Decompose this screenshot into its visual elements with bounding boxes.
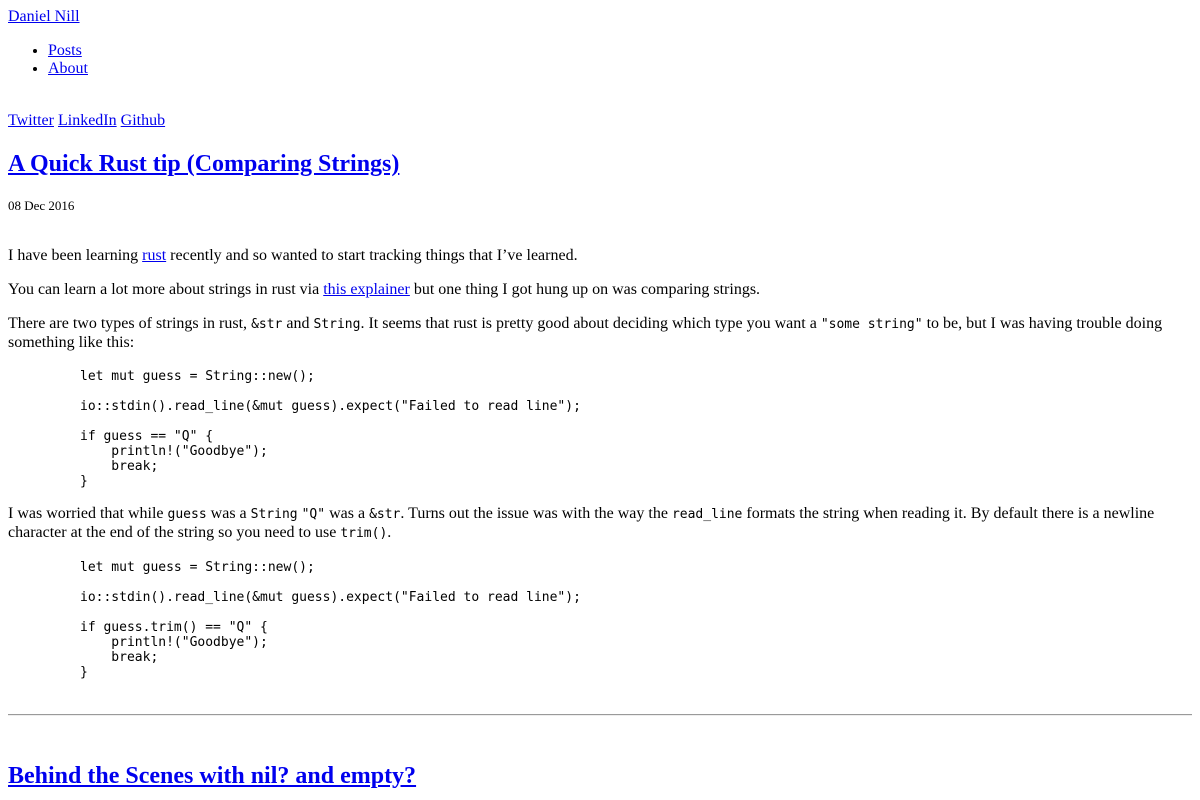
text: There are two types of strings in rust, [8, 315, 252, 332]
post-date: 08 Dec 2016 [8, 198, 75, 213]
text: was a [206, 505, 251, 522]
inline-code: &str [251, 317, 283, 332]
text: . [387, 524, 392, 541]
text: but one thing I got hung up on was comparing strings. [409, 281, 761, 298]
nav-item-about [48, 60, 1192, 78]
inline-code: &str [369, 507, 401, 522]
text: was a [325, 505, 370, 522]
post-title-link[interactable]: A Quick Rust tip (Comparing Strings) [8, 151, 400, 177]
text: and [282, 315, 314, 332]
text: formats the string when reading it. By default there is a newline character at the end of the string so you need to use [8, 505, 1155, 541]
text: You can learn a lot more about strings in rust via [8, 281, 324, 298]
text: . Turns out the issue was with the way the [400, 505, 672, 522]
site-title-link[interactable]: Daniel Nill [8, 8, 80, 25]
main-nav [8, 42, 1192, 78]
explainer-link[interactable]: this explainer [323, 281, 410, 298]
inline-code: read_line [671, 507, 743, 522]
post-paragraph-2 [8, 281, 1192, 299]
post-paragraph-4 [8, 505, 1192, 543]
text: recently and so wanted to start tracking things that I’ve learned. [166, 247, 578, 264]
twitter-link[interactable]: Twitter [8, 112, 54, 129]
inline-code: "Q" [301, 507, 326, 522]
post-paragraph-3 [8, 315, 1192, 352]
nav-link-posts[interactable]: Posts [48, 42, 82, 59]
text: I was worried that while [8, 505, 168, 522]
next-post-title [8, 762, 1192, 790]
next-post-title-link[interactable]: Behind the Scenes with nil? and empty? [8, 763, 417, 789]
inline-code: trim() [340, 526, 388, 541]
post-divider [8, 714, 1192, 716]
inline-code: String [250, 507, 298, 522]
text: I have been learning [8, 247, 143, 264]
linkedin-link[interactable]: LinkedIn [57, 112, 117, 129]
code-block-1: let mut guess = String::new(); io::stdin().read_line(&mut guess).expect("Failed to read line"); if guess == "Q" { println!("Goodbye"); break; } [80, 369, 581, 489]
nav-link-about[interactable]: About [48, 60, 88, 77]
text: to be, but I was having trouble doing something like this: [8, 315, 1163, 351]
post-title [8, 150, 1192, 178]
inline-code: String [313, 317, 361, 332]
github-link[interactable]: Github [120, 112, 166, 129]
inline-code: guess [167, 507, 207, 522]
code-block-2: let mut guess = String::new(); io::stdin().read_line(&mut guess).expect("Failed to read line"); if guess.trim() == "Q" { println!("Goodbye"); break; } [80, 560, 581, 680]
post-paragraph-1 [8, 247, 1192, 265]
social-links [8, 112, 1192, 130]
text: . It seems that rust is pretty good about deciding which type you want a [360, 315, 821, 332]
nav-item-posts [48, 42, 1192, 60]
rust-link[interactable]: rust [142, 247, 167, 264]
inline-code: "some string" [820, 317, 923, 332]
